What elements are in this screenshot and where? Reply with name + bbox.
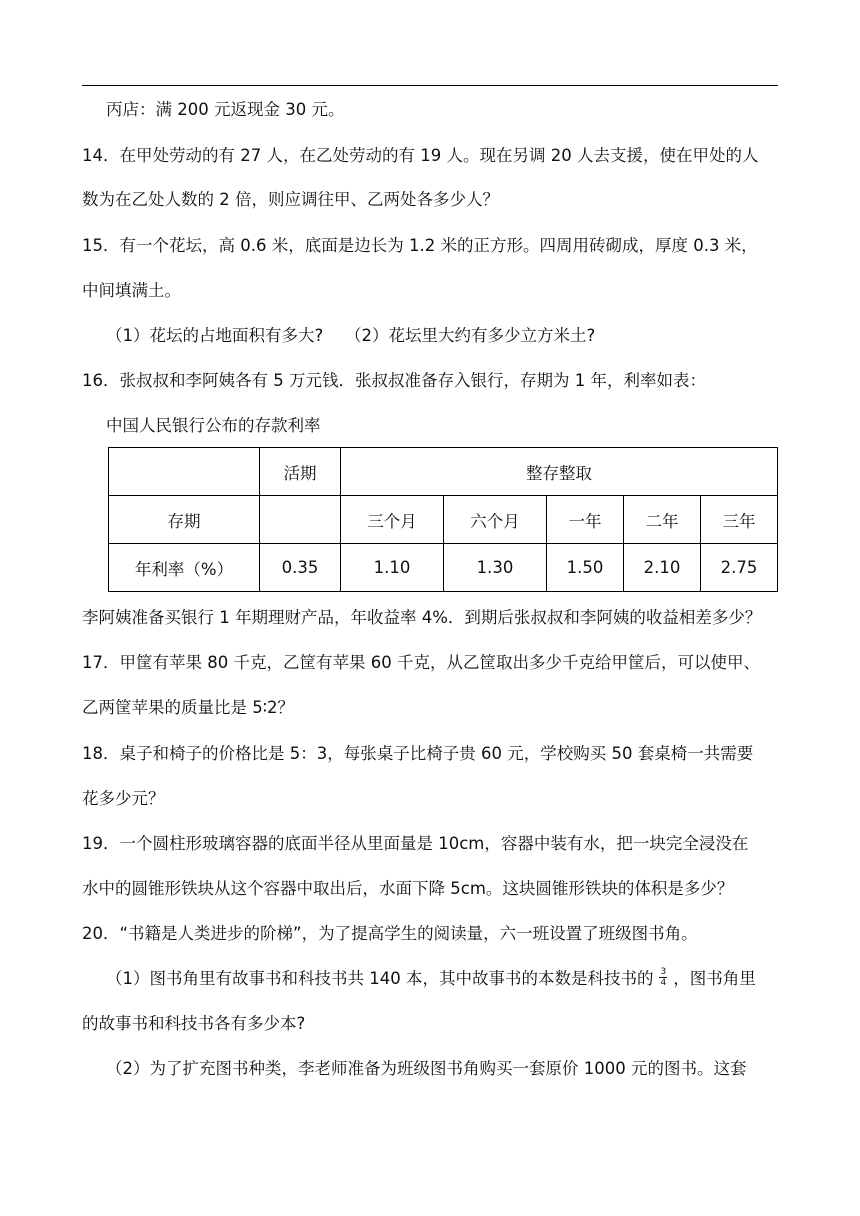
table-cell: 三年 [700,496,777,544]
question-15-cont: 中间填满土。 [82,281,181,300]
question-20-part1 [106,968,756,990]
question-14: 14．在甲处劳动的有 27 人，在乙处劳动的有 19 人。现在另调 20 人去支援，使在甲处的人 [82,146,759,165]
header-rule [82,85,778,86]
question-16-cont: 李阿姨准备买银行 1 年期理财产品，年收益率 4%．到期后张叔叔和李阿姨的收益相差多少？ [82,608,762,627]
question-18-cont: 花多少元？ [82,789,165,808]
question-20: 20．“书籍是人类进步的阶梯”，为了提高学生的阅读量，六一班设置了班级图书角。 [82,924,698,943]
table-cell: 2.75 [700,544,777,592]
question-text: ，图书角里 [673,969,756,988]
table-cell: 三个月 [341,496,444,544]
table-cell: 六个月 [444,496,547,544]
table-cell: 活期 [260,448,341,496]
question-19: 19．一个圆柱形玻璃容器的底面半径从里面量是 10cm，容器中装有水，把一块完全浸没在 [82,834,749,853]
table-cell: 2.10 [623,544,700,592]
fraction [659,967,667,988]
table-cell: 二年 [623,496,700,544]
table-row [109,544,778,592]
question-20-part2: （2）为了扩充图书种类，李老师准备为班级图书角购买一套原价 1000 元的图书。这套 [106,1059,747,1078]
question-19-cont: 水中的圆锥形铁块从这个容器中取出后，水面下降 5cm。这块圆锥形铁块的体积是多少？ [82,879,734,898]
question-17: 17．甲筐有苹果 80 千克，乙筐有苹果 60 千克，从乙筐取出多少千克给甲筐后，可以使甲、 [82,653,760,672]
table-cell: 1.10 [341,544,444,592]
table-cell [260,496,341,544]
table-cell: 0.35 [260,544,341,592]
table-cell: 1.30 [444,544,547,592]
fraction-denominator: 4 [660,978,667,988]
fraction-numerator: 3 [660,967,667,977]
table-cell: 1.50 [547,544,624,592]
table-cell: 年利率（%） [109,544,260,592]
table-cell: 一年 [547,496,624,544]
table-cell [109,448,260,496]
question-text: （1）图书角里有故事书和科技书共 140 本，其中故事书的本数是科技书的 [106,969,654,988]
text-line: 丙店：满 200 元返现金 30 元。 [106,100,345,119]
question-16: 16．张叔叔和李阿姨各有 5 万元钱．张叔叔准备存入银行，存期为 1 年，利率如表： [82,371,706,390]
question-15: 15．有一个花坛，高 0.6 米，底面是边长为 1.2 米的正方形。四周用砖砌成，厚度 0.3 米， [82,236,758,255]
table-cell: 整存整取 [341,448,778,496]
question-20-part1-cont: 的故事书和科技书各有多少本? [82,1014,306,1033]
question-17-cont: 乙两筐苹果的质量比是 5∶2？ [82,698,295,717]
question-15-parts: （1）花坛的占地面积有多大? （2）花坛里大约有多少立方米土? [106,326,596,345]
table-caption: 中国人民银行公布的存款利率 [106,416,321,435]
table-cell: 存期 [109,496,260,544]
question-14-cont: 数为在乙处人数的 2 倍，则应调往甲、乙两处各多少人？ [82,190,499,209]
table-row [109,448,778,496]
interest-rate-table [108,447,778,592]
question-18: 18．桌子和椅子的价格比是 5：3，每张桌子比椅子贵 60 元，学校购买 50 套桌椅一共需要 [82,744,754,763]
table-row [109,496,778,544]
